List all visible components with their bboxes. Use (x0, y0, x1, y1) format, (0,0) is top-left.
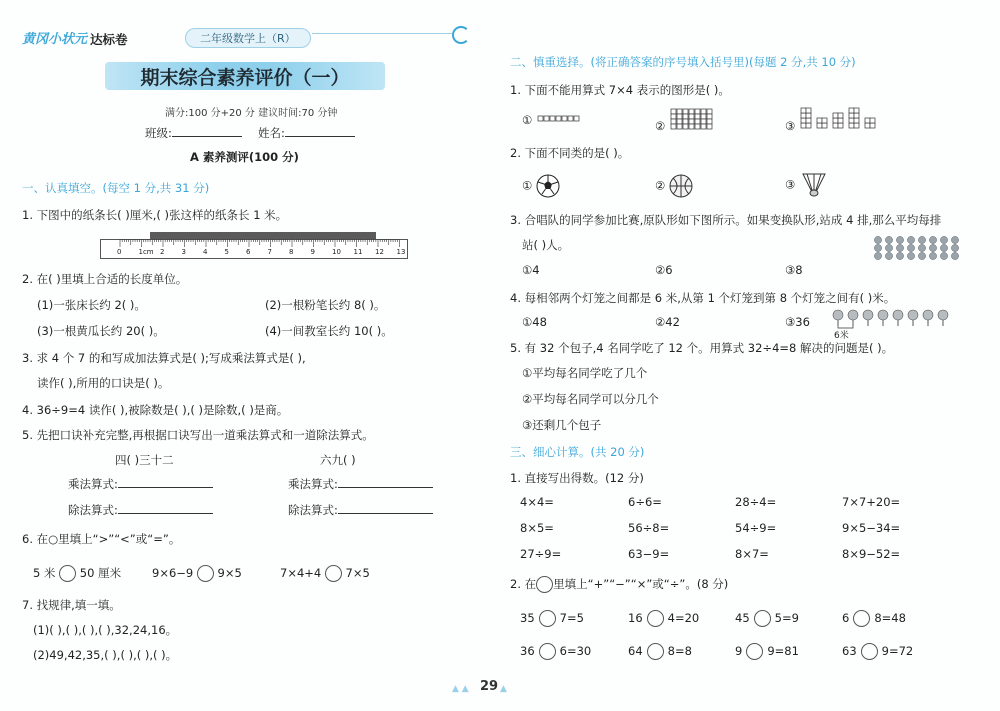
ruler-figure (100, 232, 410, 264)
operand-right: 7=5 (559, 611, 584, 625)
ruler-tick-label: 11 (353, 248, 363, 256)
question-2-4: (4)一间教室长约 10( )。 (265, 324, 393, 338)
answer-circle[interactable] (325, 565, 342, 582)
choice-2-option-1[interactable]: ① (522, 174, 560, 198)
choice-2-option-3[interactable]: ③ (785, 172, 829, 198)
answer-circle[interactable] (861, 643, 878, 660)
ruler-tick-label: 3 (181, 248, 186, 256)
section-1-title: 一、认真填空。(每空 1 分,共 31 分) (22, 181, 210, 195)
answer-circle[interactable] (746, 643, 763, 660)
paper-strip (150, 232, 376, 239)
calc-item[interactable]: 28÷4= (735, 495, 777, 509)
calc-item[interactable]: 27÷9= (520, 547, 562, 561)
choice-question-2: 2. 下面不同类的是( )。 (510, 146, 630, 160)
operator-fill-item (842, 610, 906, 627)
ruler-tick-label: 4 (203, 248, 208, 256)
choice-question-3-line-1: 3. 合唱队的同学参加比赛,原队形如下图所示。如果变换队形,站成 4 排,那么平均每排 (510, 213, 942, 227)
basketball-icon (669, 174, 693, 198)
footer-decoration-right: ▲ (500, 684, 507, 694)
operand-right: 5=9 (774, 611, 799, 625)
question-5-rhyme-1: 四( )三十二 (115, 453, 174, 467)
operator-fill-item (735, 610, 799, 627)
question-1: 1. 下图中的纸条长( )厘米,( )张这样的纸条长 1 米。 (22, 208, 288, 222)
ruler-tick-label: 0 (117, 248, 122, 256)
ruler-tick-label: 1cm (138, 248, 154, 256)
operand-left: 6 (842, 611, 850, 625)
section-3-title: 三、细心计算。(共 20 分) (510, 445, 645, 459)
ruler-tick-label: 7 (267, 248, 272, 256)
ruler-labels (100, 248, 406, 258)
question-7-2: (2)49,42,35,( ),( ),( ),( )。 (33, 648, 178, 662)
operand-left: 36 (520, 644, 535, 658)
calc-item[interactable]: 8×5= (520, 521, 554, 535)
operand-right: 8=8 (667, 644, 692, 658)
choice-4-option-1[interactable]: ①48 (522, 315, 547, 329)
question-3-line-1: 3. 求 4 个 7 的和写成加法算式是( );写成乘法算式是( ), (22, 351, 306, 365)
square-stacks-figure (799, 108, 899, 130)
grade-label: 二年级数学上（R） (185, 28, 311, 48)
answer-circle[interactable] (647, 610, 664, 627)
page-number: 29 (480, 679, 499, 694)
question-5-mul-2[interactable]: 乘法算式: (288, 476, 433, 492)
ruler-tick-label: 2 (160, 248, 165, 256)
question-6-a: 5 米 50 厘米 (33, 566, 122, 580)
page-title: 期末综合素养评价（一） (105, 62, 385, 90)
ruler-tick-label: 12 (375, 248, 384, 256)
operand-left: 16 (628, 611, 643, 625)
calc-question-1: 1. 直接写出得数。(12 分) (510, 471, 644, 485)
answer-circle[interactable] (754, 610, 771, 627)
operand-left: 9 (735, 644, 743, 658)
question-6: 6. 在○里填上“>”“<”或“=”。 (22, 532, 181, 546)
question-2-2: (2)一根粉笔长约 8( )。 (265, 298, 386, 312)
choice-5-option-3[interactable]: ③还剩几个包子 (522, 418, 602, 432)
question-6-c: 7×4+4 7×5 (280, 566, 370, 580)
choice-3-option-3[interactable]: ③8 (785, 263, 803, 277)
calc-item[interactable]: 8×7= (735, 547, 769, 561)
operand-right: 8=48 (874, 611, 906, 625)
operator-fill-item (520, 643, 591, 660)
question-5-div-2[interactable]: 除法算式: (288, 502, 433, 518)
lantern-distance-label: 6米 (834, 331, 849, 341)
logo: 黄冈小状元 (22, 32, 88, 47)
score-time-info: 满分:100 分+20 分 建议时间:70 分钟 (165, 108, 338, 119)
ruler-tick-label: 13 (396, 248, 406, 256)
operand-left: 64 (628, 644, 643, 658)
spiral-icon (452, 26, 470, 44)
operand-left: 35 (520, 611, 535, 625)
question-3-line-2: 读作( ),所用的口诀是( )。 (37, 376, 170, 390)
square-grid-figure (669, 108, 717, 130)
answer-circle[interactable] (59, 565, 76, 582)
calc-item[interactable]: 63−9= (628, 547, 670, 561)
square-row-figure (536, 114, 580, 124)
question-2-3: (3)一根黄瓜长约 20( )。 (37, 324, 165, 338)
class-field[interactable]: 班级: (145, 125, 242, 141)
answer-circle[interactable] (647, 643, 664, 660)
calc-item[interactable]: 4×4= (520, 495, 554, 509)
section-2-title: 二、慎重选择。(将正确答案的序号填入括号里)(每题 2 分,共 10 分) (510, 55, 856, 69)
question-7-1: (1)( ),( ),( ),( ),32,24,16。 (33, 623, 178, 637)
question-2: 2. 在( )里填上合适的长度单位。 (22, 272, 188, 286)
operator-fill-item (735, 643, 799, 660)
choir-formation-figure (873, 236, 963, 260)
part-a-title: A 素养测评(100 分) (190, 150, 299, 164)
soccer-ball-icon (536, 174, 560, 198)
calc-item[interactable]: 9×5−34= (842, 521, 901, 535)
calc-question-2: 2. 在 里填上“+”“−”“×”或“÷”。(8 分) (510, 577, 729, 591)
calc-item[interactable]: 7×7+20= (842, 495, 901, 509)
choice-5-option-1[interactable]: ①平均每名同学吃了几个 (522, 366, 648, 380)
answer-circle[interactable] (853, 610, 870, 627)
calc-item[interactable]: 54÷9= (735, 521, 777, 535)
operator-fill-item (628, 610, 699, 627)
question-5-rhyme-2: 六九( ) (320, 453, 356, 467)
question-4: 4. 36÷9=4 读作( ),被除数是( ),( )是除数,( )是商。 (22, 403, 289, 417)
question-7: 7. 找规律,填一填。 (22, 598, 121, 612)
calc-item[interactable]: 8×9−52= (842, 547, 901, 561)
lantern-row-figure (830, 306, 960, 338)
choice-4-option-3[interactable]: ③36 (785, 315, 810, 329)
operand-right: 9=81 (767, 644, 799, 658)
header-divider (312, 33, 452, 34)
name-field[interactable]: 姓名: (258, 125, 355, 141)
answer-circle-example (536, 576, 553, 593)
choice-3-option-1[interactable]: ①4 (522, 263, 540, 277)
ruler-tick-label: 5 (224, 248, 229, 256)
choice-1-option-2[interactable]: ② (655, 108, 717, 133)
calc-item[interactable]: 6÷6= (628, 495, 662, 509)
question-6-b: 9×6−9 9×5 (152, 566, 242, 580)
choice-1-option-3[interactable]: ③ (785, 108, 899, 133)
choice-2-option-2[interactable]: ② (655, 174, 693, 198)
operand-right: 9=72 (881, 644, 914, 658)
answer-circle[interactable] (539, 643, 556, 660)
operand-right: 6=30 (559, 644, 592, 658)
ruler-tick-label: 9 (310, 248, 315, 256)
choice-1-option-1[interactable]: ① (522, 113, 580, 127)
operand-left: 45 (735, 611, 750, 625)
footer-decoration-left: ▲ ▲ (452, 684, 469, 694)
question-5-mul-1[interactable]: 乘法算式: (68, 476, 213, 492)
choice-4-option-2[interactable]: ②42 (655, 315, 680, 329)
ruler-tick-label: 10 (332, 248, 341, 256)
operator-fill-item (628, 643, 692, 660)
question-5: 5. 先把口诀补充完整,再根据口诀写出一道乘法算式和一道除法算式。 (22, 428, 374, 442)
operand-left: 63 (842, 644, 857, 658)
choice-question-1: 1. 下面不能用算式 7×4 表示的图形是( )。 (510, 83, 730, 97)
choice-question-4: 4. 每相邻两个灯笼之间都是 6 米,从第 1 个灯笼到第 8 个灯笼之间有( )米。 (510, 291, 896, 305)
question-5-div-1[interactable]: 除法算式: (68, 502, 213, 518)
choice-question-3-line-2: 站( )人。 (522, 238, 570, 252)
question-2-1: (1)一张床长约 2( )。 (37, 298, 146, 312)
answer-circle[interactable] (539, 610, 556, 627)
shuttlecock-icon (799, 172, 829, 198)
ruler-tick-label: 6 (246, 248, 251, 256)
choice-5-option-2[interactable]: ②平均每名同学可以分几个 (522, 392, 659, 406)
operator-fill-item (842, 643, 913, 660)
answer-circle[interactable] (197, 565, 214, 582)
ruler-tick-label: 8 (289, 248, 294, 256)
brand-name: 达标卷 (90, 32, 128, 47)
calc-item[interactable]: 56÷8= (628, 521, 670, 535)
choice-3-option-2[interactable]: ②6 (655, 263, 673, 277)
operand-right: 4=20 (667, 611, 700, 625)
operator-fill-item (520, 610, 584, 627)
choice-question-5: 5. 有 32 个包子,4 名同学吃了 12 个。用算式 32÷4=8 解决的问题是( )。 (510, 341, 894, 355)
